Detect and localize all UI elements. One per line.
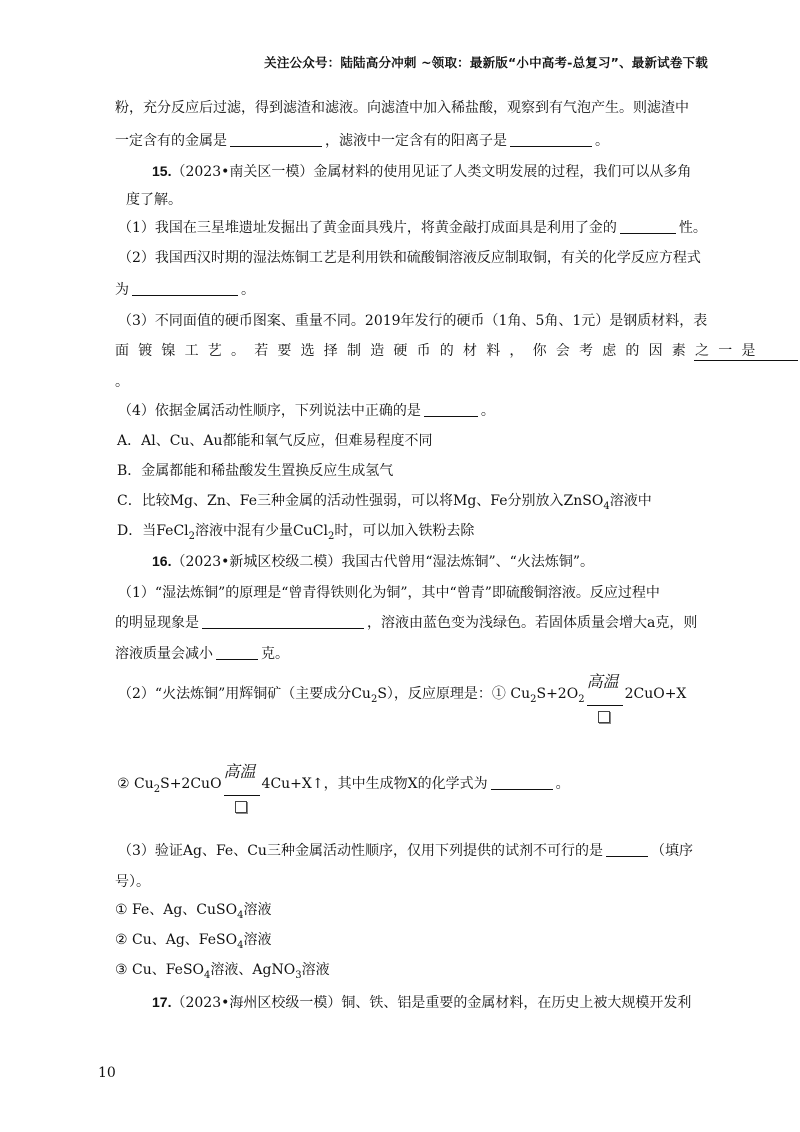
answer-blank[interactable]	[230, 132, 322, 147]
question-stem: （2023•新城区校级二模）我国古代曾用“湿法炼铜”、“火法炼铜”。	[171, 554, 594, 570]
q16-reagent-1	[115, 900, 271, 926]
subscript: 2	[327, 530, 335, 542]
answer-blank[interactable]	[132, 281, 238, 296]
condition-label: 高温	[223, 762, 256, 781]
subscript: 2	[578, 693, 585, 705]
placeholder-box-icon	[235, 801, 247, 813]
part-text: S），反应原理是：①	[377, 686, 506, 702]
subscript: 4	[237, 939, 244, 951]
question-stem: （2023•海州区校级一模）铜、铁、铝是重要的金属材料，在历史上被大规模开发利	[171, 995, 692, 1011]
q15-part-3-line-1: （3）不同面值的硬币图案、重量不同。2019年发行的硬币（1角、5角、1元）是钢质材料，表	[118, 313, 708, 329]
subscript: 4	[237, 909, 244, 921]
equation-text: 4Cu+X↑，其中生成物X的化学式为	[261, 776, 488, 792]
part-text: 。	[241, 282, 255, 298]
subscript: 2	[153, 783, 161, 795]
q16-part-3-line-2: 号）。	[115, 874, 150, 890]
q15-part-3-line-2	[115, 341, 765, 361]
part-text: 克。	[261, 646, 289, 662]
q14-text: ，滤液中一定含有的阳离子是	[325, 133, 507, 149]
reagent-text: ② Cu、Ag、FeSO	[115, 932, 238, 948]
q16-part-1-line-1: （1）“湿法炼铜”的原理是“曾青得铁则化为铜”，其中“曾青”即硫酸铜溶液。反应过程中	[118, 585, 660, 601]
q16-part-2-equation-2	[117, 762, 570, 800]
q15-stem-line-2: 度了解。	[126, 192, 182, 208]
question-number: 16.	[152, 553, 172, 569]
option-text: 时，可以加入铁粉去除	[334, 523, 475, 539]
q16-part-3-line-1	[118, 841, 693, 861]
part-text: （3）验证Ag、Fe、Cu三种金属活动性顺序，仅用下列提供的试剂不可行的是	[118, 843, 603, 859]
reagent-text: 溶液	[243, 932, 272, 948]
option-text: 溶液中	[609, 493, 652, 509]
part-text: 。	[480, 403, 495, 419]
question-stem: （2023•南关区一模）金属材料的使用见证了人类文明发展的过程，我们可以从多角	[171, 164, 692, 180]
answer-blank[interactable]	[694, 346, 798, 361]
reagent-text: 溶液、AgNO	[210, 962, 296, 978]
placeholder-box-icon	[598, 711, 610, 723]
option-text: 溶液中混有少量CuCl	[195, 523, 328, 539]
reaction-condition	[586, 672, 623, 704]
q16-part-1-line-2	[115, 613, 697, 633]
q16-reagent-3	[115, 960, 330, 986]
option-text: D．当FeCl	[117, 523, 189, 539]
q16-reagent-2	[115, 930, 271, 956]
equation-text: 2CuO+X	[624, 686, 687, 702]
part-text: 面镀镍工艺。若要选择制造硬币的材料，你会考虑的因素之一是	[115, 343, 765, 359]
q14-line-2	[115, 131, 609, 151]
q15-part-2-line-1: （2）我国西汉时期的湿法炼铜工艺是利用铁和硫酸铜溶液反应制取铜，有关的化学反应方程式	[118, 250, 701, 266]
equation-text: 。	[555, 776, 570, 792]
subscript: 3	[295, 969, 302, 981]
answer-blank[interactable]	[216, 645, 258, 660]
equation-text: ② Cu	[117, 776, 154, 792]
q17-stem	[152, 992, 691, 1013]
equation-text: S+2O	[536, 686, 579, 702]
q15-part-3-line-3: 。	[115, 374, 129, 390]
subscript: 2	[530, 693, 537, 705]
q15-part-2-line-2	[115, 280, 255, 300]
part-text: （4）依据金属活动性顺序，下列说法中正确的是	[118, 403, 421, 419]
q14-line-1: 粉，充分反应后过滤，得到滤渣和滤液。向滤渣中加入稀盐酸，观察到有气泡产生。则滤渣中	[115, 100, 689, 116]
option-text: C．比较Mg、Zn、Fe三种金属的活动性强弱，可以将Mg、Fe分别放入ZnSO	[117, 493, 604, 509]
q14-text: 一定含有的金属是	[115, 133, 227, 149]
answer-blank[interactable]	[606, 842, 648, 857]
question-number: 15.	[152, 163, 172, 179]
part-text: 溶液质量会减小	[115, 646, 213, 662]
q15-part-4	[118, 401, 495, 421]
q15-stem-line-1	[152, 161, 691, 182]
q15-option-a: A．Al、Cu、Au都能和氧气反应，但难易程度不同	[117, 433, 433, 449]
q16-part-2-equation-1	[118, 672, 687, 710]
answer-blank[interactable]	[424, 402, 478, 417]
equation-text: S+2CuO	[160, 776, 222, 792]
answer-blank[interactable]	[491, 775, 553, 790]
part-text: 的明显现象是	[115, 615, 199, 631]
reaction-bar	[587, 705, 623, 706]
q16-part-1-line-3	[115, 644, 289, 664]
question-number: 17.	[152, 994, 172, 1010]
q14-text: 。	[595, 133, 609, 149]
answer-blank[interactable]	[510, 132, 592, 147]
subscript: 4	[603, 500, 610, 512]
part-text: （2）“火法炼铜”用辉铜矿（主要成分Cu	[118, 686, 371, 702]
q15-part-1	[118, 218, 707, 238]
q15-option-b: B．金属都能和稀盐酸发生置换反应生成氢气	[117, 463, 394, 479]
q16-stem	[152, 551, 594, 572]
q15-option-c	[117, 491, 652, 517]
reagent-text: 溶液	[301, 962, 330, 978]
part-text: （1）我国在三星堆遗址发掘出了黄金面具残片，将黄金敲打成面具是利用了金的	[118, 220, 617, 236]
reaction-bar	[224, 795, 260, 796]
reagent-text: ① Fe、Ag、CuSO	[115, 902, 238, 918]
condition-label: 高温	[586, 672, 619, 691]
subscript: 4	[204, 969, 211, 981]
q15-option-d	[117, 521, 474, 547]
part-text: （填序	[650, 843, 693, 859]
answer-blank[interactable]	[620, 219, 676, 234]
part-text: ，溶液由蓝色变为浅绿色。若固体质量会增大a克，则	[367, 615, 698, 631]
reagent-text: 溶液	[243, 902, 272, 918]
reagent-text: ③ Cu、FeSO	[115, 962, 205, 978]
part-text: 性。	[678, 220, 707, 236]
reaction-condition	[223, 762, 260, 794]
subscript: 2	[188, 530, 196, 542]
part-text: 为	[115, 282, 129, 298]
page-header: 关注公众号：陆陆高分冲刺 ~领取：最新版“小中高考-总复习”、最新试卷下载	[264, 55, 708, 70]
equation-text: Cu	[510, 686, 531, 702]
answer-blank[interactable]	[202, 614, 364, 629]
subscript: 2	[370, 693, 378, 705]
page-number: 10	[98, 1065, 116, 1081]
